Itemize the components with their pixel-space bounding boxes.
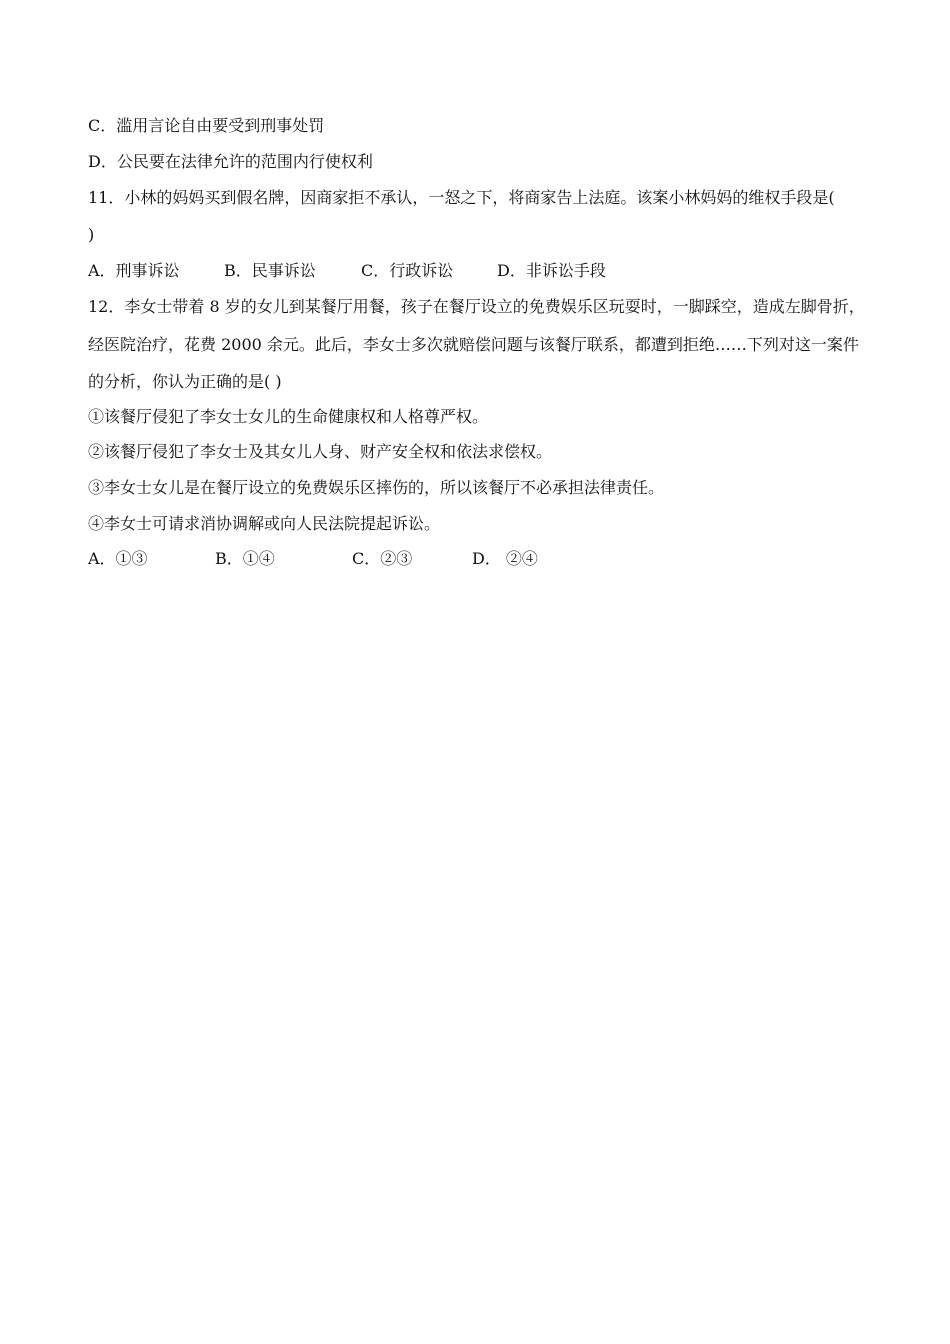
q11-option-b: B．民事诉讼: [224, 261, 316, 280]
q10-option-c: C．滥用言论自由要受到刑事处罚: [88, 116, 325, 135]
q12-statement-1: ①该餐厅侵犯了李女士女儿的生命健康权和人格尊严权。: [88, 407, 489, 426]
q12-stem-line2: 经医院治疗，花费 2000 余元。此后，李女士多次就赔偿问题与该餐厅联系，都遭到拒绝……下列对这一案件: [88, 335, 859, 354]
q11-option-d: D．非诉讼手段: [497, 261, 606, 280]
q11-option-a: A．刑事诉讼: [88, 261, 180, 280]
q11-stem-line2: ): [88, 225, 95, 244]
q12-stem-line1: 12．李女士带着 8 岁的女儿到某餐厅用餐，孩子在餐厅设立的免费娱乐区玩耍时，一脚踩空，造成左脚骨折，: [88, 297, 865, 316]
q12-option-a: A．①③: [88, 549, 148, 568]
q12-statement-3: ③李女士女儿是在餐厅设立的免费娱乐区摔伤的，所以该餐厅不必承担法律责任。: [88, 478, 665, 497]
q12-statement-2: ②该餐厅侵犯了李女士及其女儿人身、财产安全权和依法求偿权。: [88, 442, 553, 461]
q10-option-d: D．公民要在法律允许的范围内行使权利: [88, 152, 373, 171]
q12-statement-4: ④李女士可请求消协调解或向人民法院提起诉讼。: [88, 514, 441, 533]
q11-stem-line1: 11．小林的妈妈买到假名牌，因商家拒不承认，一怒之下，将商家告上法庭。该案小林妈妈的维权手段是(: [88, 188, 835, 207]
q12-option-c: C．②③: [352, 549, 413, 568]
q12-option-b: B．①④: [215, 549, 275, 568]
q12-option-d: D． ②④: [472, 549, 538, 568]
q12-stem-line3: 的分析，你认为正确的是( ): [88, 372, 282, 391]
q11-option-c: C．行政诉讼: [361, 261, 454, 280]
